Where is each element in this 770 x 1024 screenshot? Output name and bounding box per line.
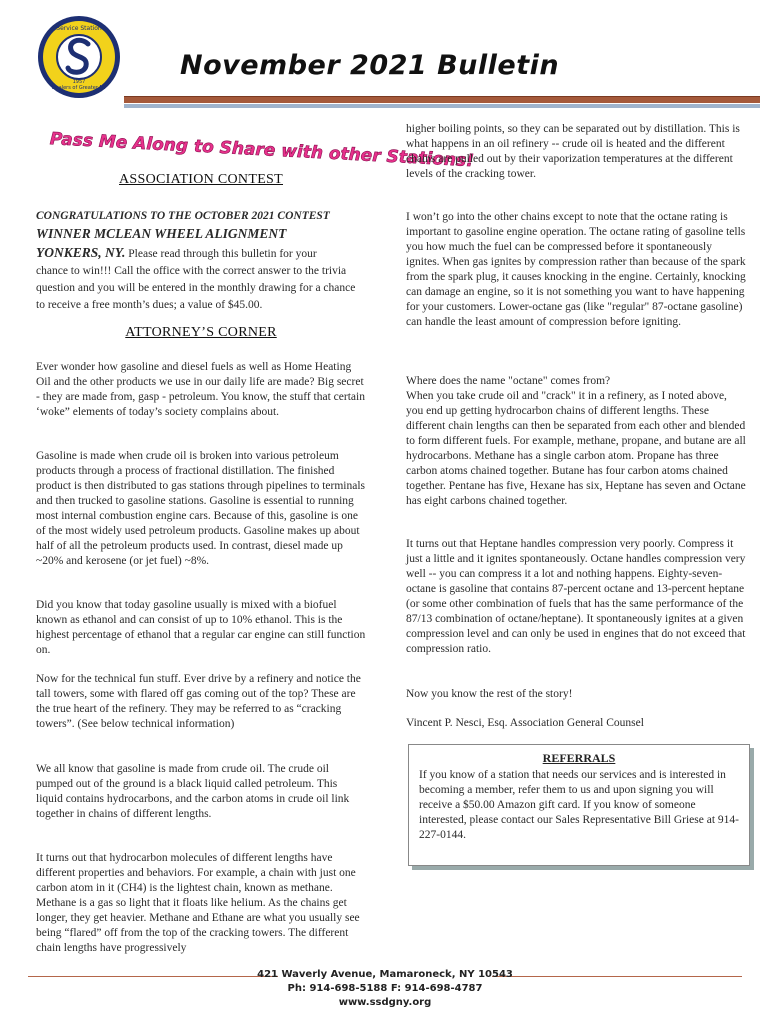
paragraph: I won’t go into the other chains except to note that the octane rating is important to gasoline engine operation. The octane rating of gasoline tells you how much the fuel can be compressed before it spontaneously ignites. When gas ignites by compression rather than because of the spark from the spark plug, it causes knocking in the engine. Certainly, knocking can damage an engine, so it is not something you want to have happening for your customers. Lower-octane gas (like "regular" 87-octane gasoline) can handle the least amount of compression before igniting. xyxy=(406,211,746,328)
logo-year: 1957 xyxy=(72,79,86,85)
contest-line-3: YONKERS, NY. xyxy=(36,245,126,260)
attorney-p6 xyxy=(36,851,366,956)
attorney-r3 xyxy=(406,374,746,509)
footer-phone: Ph: 914-698-5188 F: 914-698-4787 xyxy=(287,983,483,994)
attorney-r5 xyxy=(406,687,746,702)
header-rule xyxy=(124,96,760,103)
paragraph: It turns out that hydrocarbon molecules of different lengths have different properties and behaviors. For example, a chain with just one carbon atom in it (CH4) is the lightest chain, known as methane. Methane is a gas so light that it floats like helium. As the chains get longer, they get heavier. Methane and Ethane are what you usually see being “flared” off from the top of the cracking towers. The different chain lengths have progressively xyxy=(36,852,360,954)
attorney-p5 xyxy=(36,762,366,822)
attorney-r2 xyxy=(406,210,746,330)
paragraph: Now for the technical fun stuff. Ever drive by a refinery and notice the tall towers, some with flared off gas coming out of the top? These are the true heart of the refinery. They may be referred to as “cracking towers”. (See below technical information) xyxy=(36,673,361,730)
paragraph: We all know that gasoline is made from crude oil. The crude oil pumped out of the ground is a black liquid called petroleum. This liquid contains hydrocarbons, and the carbon atoms in crude oil link together in chains of different lengths. xyxy=(36,763,350,820)
contest-line-3-rest: Please read through this bulletin for your xyxy=(125,248,317,260)
association-logo xyxy=(36,14,122,100)
contest-line-2-wrap xyxy=(36,225,366,244)
attorney-p1 xyxy=(36,360,366,420)
contest-heading: ASSOCIATION CONTEST xyxy=(119,172,283,187)
paragraph-question: Where does the name "octane" comes from? xyxy=(406,375,611,387)
referrals-heading: REFERRALS xyxy=(542,751,616,765)
contest-line-2: WINNER MCLEAN WHEEL ALIGNMENT xyxy=(36,226,287,241)
footer xyxy=(180,968,590,1010)
paragraph: Did you know that today gasoline usually is mixed with a biofuel known as ethanol and can consist of up to 10% ethanol. This is the highest percentage of ethanol that a regular car engine can still function on. xyxy=(36,599,366,656)
attorney-p3 xyxy=(36,598,366,658)
contest-line-1: CONGRATULATIONS TO THE OCTOBER 2021 CONTEST xyxy=(36,210,330,222)
page-title: November 2021 Bulletin xyxy=(180,50,560,81)
attorney-r4 xyxy=(406,537,746,657)
referrals-body: If you know of a station that needs our services and is interested in becoming a member, refer them to us and upon signing you will receive a $50.00 Amazon gift card. If you know of someone interested, please contact our Sales Representative Bill Griese at 914-227-0144. xyxy=(419,769,739,841)
banner-text: Pass Me Along to Share with other Stations! xyxy=(49,129,475,172)
paragraph: It turns out that Heptane handles compression very poorly. Compress it just a little and it ignites spontaneously. Octane handles compression very well -- you can compress it a lot and nothing happens. Eighty-seven-octane is gasoline that contains 87-percent octane and 13-percent heptane (or some other combination of fuels that has the same performance of the 87/13 combination of octane/heptane). It spontaneously ignites at a given compression level and can only be used in engines that do not exceed that compression ratio. xyxy=(406,538,746,655)
header-rule-blue xyxy=(124,104,760,108)
attorney-r1 xyxy=(406,122,746,182)
attorney-p4 xyxy=(36,672,366,732)
signature: Vincent P. Nesci, Esq. Association General Counsel xyxy=(406,717,644,729)
paragraph: higher boiling points, so they can be separated out by distillation. This is what happens in an oil refinery -- crude oil is heated and the different chains are pulled out by their vaporization temperatures at the different levels of the cracking tower. xyxy=(406,123,740,180)
contest-section xyxy=(36,208,366,314)
paragraph: Now you know the rest of the story! xyxy=(406,688,573,700)
footer-website: www.ssdgny.org xyxy=(338,997,432,1008)
logo-top-text: Service Station xyxy=(56,25,102,32)
attorney-signature xyxy=(406,716,746,731)
contest-line-3-wrap xyxy=(36,244,366,263)
paragraph: Ever wonder how gasoline and diesel fuels as well as Home Heating Oil and the other products we use in our daily life are made? Big secret - they are made from, gasp - petroleum. You know, the stuff that certain ‘woke” elements of today’s society complains about. xyxy=(36,361,365,418)
attorney-p2 xyxy=(36,449,366,569)
share-banner xyxy=(46,120,475,172)
paragraph: When you take crude oil and "crack" it in a refinery, as I noted above, you end up getting hydrocarbon chains of different lengths. These different chain lengths can then be separated from each other and blended to form different fuels. For example, methane, propane, and butane are all hydrocarbons. Methane has a single carbon atom. Propane has three carbon atoms chained together. Butane has four carbon atoms chained together. Pentane has five, Hexane has six, Heptane has seven and Octane has eight carbons chained together. xyxy=(406,390,746,507)
paragraph: Gasoline is made when crude oil is broken into various petroleum products through a process of fractional distillation. The finished product is then distributed to gas stations through pipelines to terminals and then trucked to gasoline stations. Gasoline is essential to running most internal combustion engine cars. Because of this, gasoline is one of the most widely used petroleum products. Gasoline makes up about half of all the petroleum products used. In contrast, diesel made up ~20% and kerosene (or jet fuel) ~8%. xyxy=(36,450,365,567)
referrals-box xyxy=(408,744,750,866)
contest-line-4: chance to win!!! Call the office with the correct answer to the trivia question and you will be entered in the monthly drawing for a chance to receive a free month’s dues; a value of $45.00. xyxy=(36,265,356,311)
logo-bottom-text: Dealers of Greater NY xyxy=(51,85,107,91)
footer-address: 421 Waverly Avenue, Mamaroneck, NY 10543 xyxy=(257,969,513,980)
attorney-heading: ATTORNEY’S CORNER xyxy=(125,325,277,340)
